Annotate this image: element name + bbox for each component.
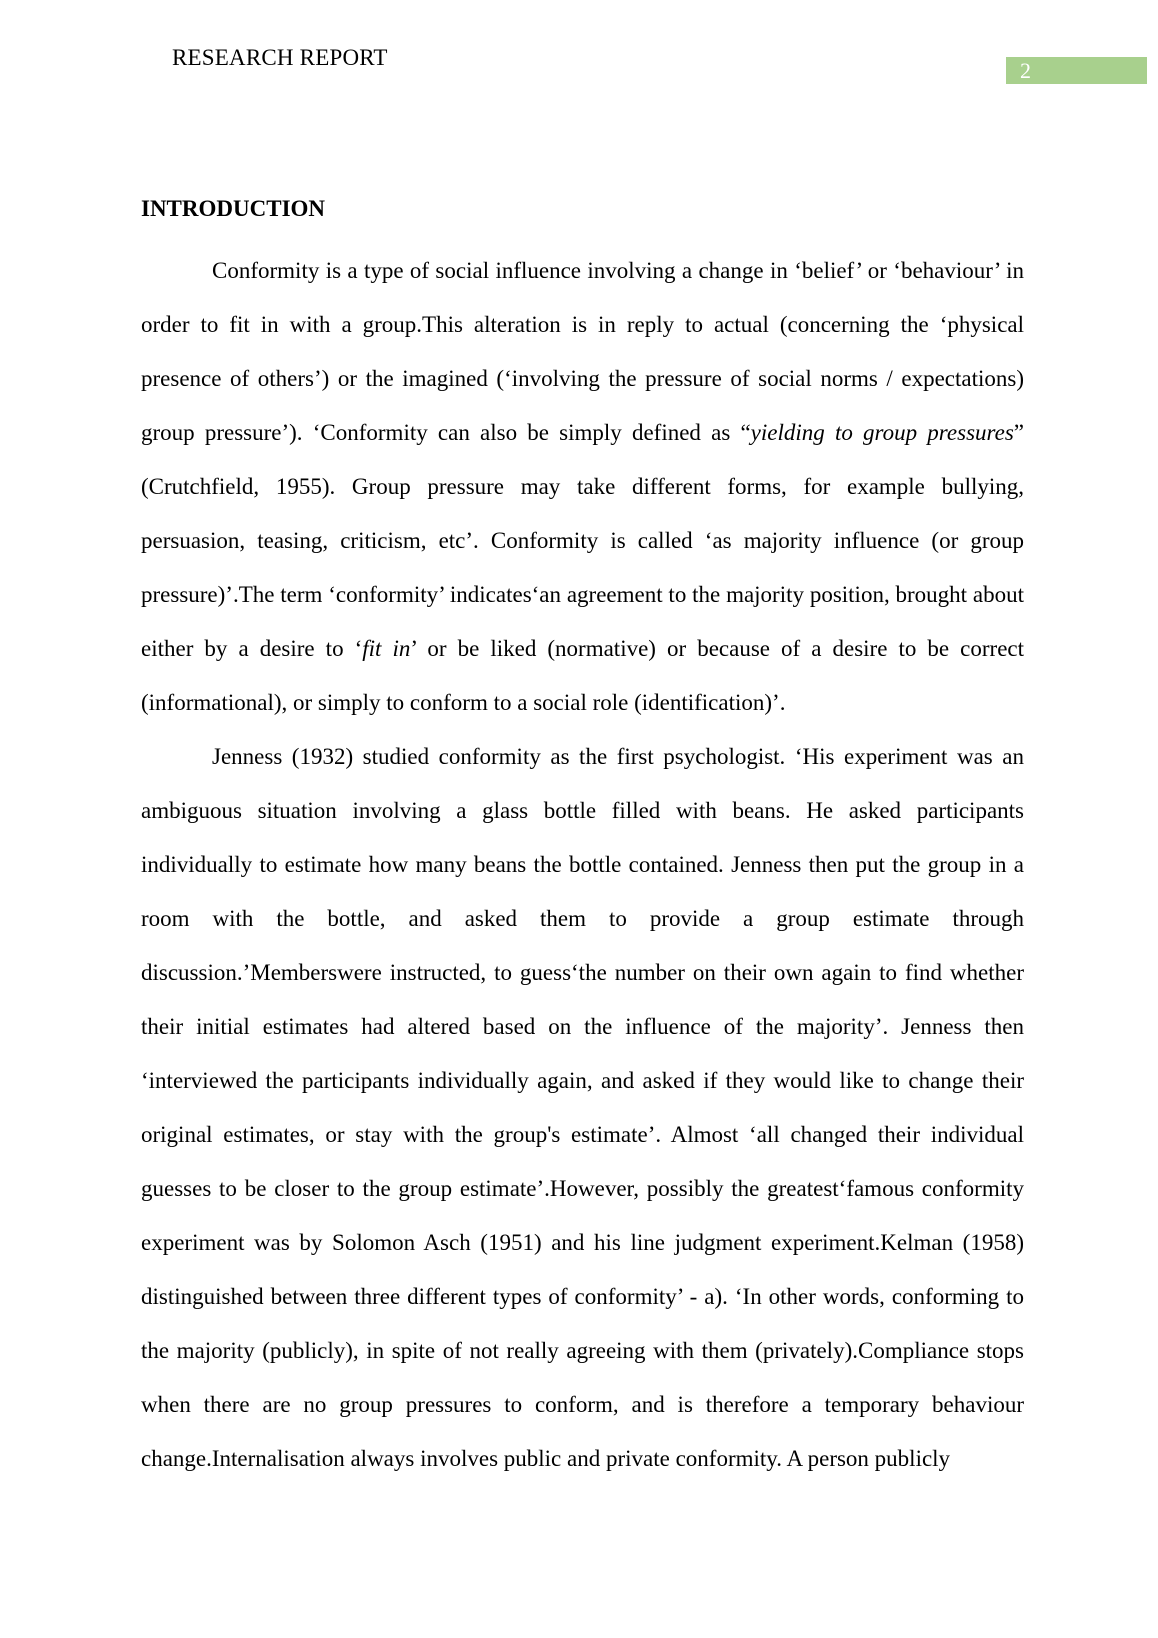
paragraph-1-italic-a: yielding to group pressures: [750, 420, 1014, 445]
section-heading: INTRODUCTION: [141, 196, 326, 221]
paragraph-1-text-a: Conformity is a type of social influence involving a change in ‘belief’ or ‘behaviour’ in order to fit in with a group.This alteration is in reply to actual (concerning the ‘physical presence of others’) or the imagined (‘involving the pressure of social norms / expectations) group pressure’). ‘Conformity can also be simply defined as “: [141, 258, 1024, 445]
paragraph-1-text-c: ’ or be liked (normative) or because of a desire to be correct (informational), or simply to conform to a social role (identification)’.: [141, 636, 1024, 715]
paragraph-1: [141, 244, 1024, 730]
document-body: [141, 190, 1024, 1486]
paragraph-2-text: Jenness (1932) studied conformity as the first psychologist. ‘His experiment was an ambiguous situation involving a glass bottle filled with beans. He asked participants individually to estimate how many beans the bottle contained. Jenness then put the group in a room with the bottle, and asked them to provide a group estimate through discussion.’Memberswere instructed, to guess‘the number on their own again to find whether their initial estimates had altered based on the influence of the majority’. Jenness then ‘interviewed the participants individually again, and asked if they would like to change their original estimates, or stay with the group's estimate’. Almost ‘all changed their individual guesses to be closer to the group estimate’.However, possibly the greatest‘famous conformity experiment was by Solomon Asch (1951) and his line judgment experiment.Kelman (1958) distinguished between three different types of conformity’ - a). ‘In other words, conforming to the majority (publicly), in spite of not really agreeing with them (privately).Compliance stops when there are no group pressures to conform, and is therefore a temporary behaviour change.Internalisation always involves public and private conformity. A person publicly: [141, 744, 1024, 1471]
paragraph-1-italic-b: fit in: [362, 636, 411, 661]
paragraph-2: [141, 730, 1024, 1486]
paragraph-1-text-b: ” (Crutchfield, 1955). Group pressure may take different forms, for example bullying, persuasion, teasing, criticism, etc’. Conformity is called ‘as majority influence (or group pressure)’.The term ‘conformity’ indicates‘an agreement to the majority position, brought about either by a desire to ‘: [141, 420, 1024, 661]
running-head: RESEARCH REPORT: [172, 45, 388, 70]
page-number: 2: [1006, 57, 1147, 84]
